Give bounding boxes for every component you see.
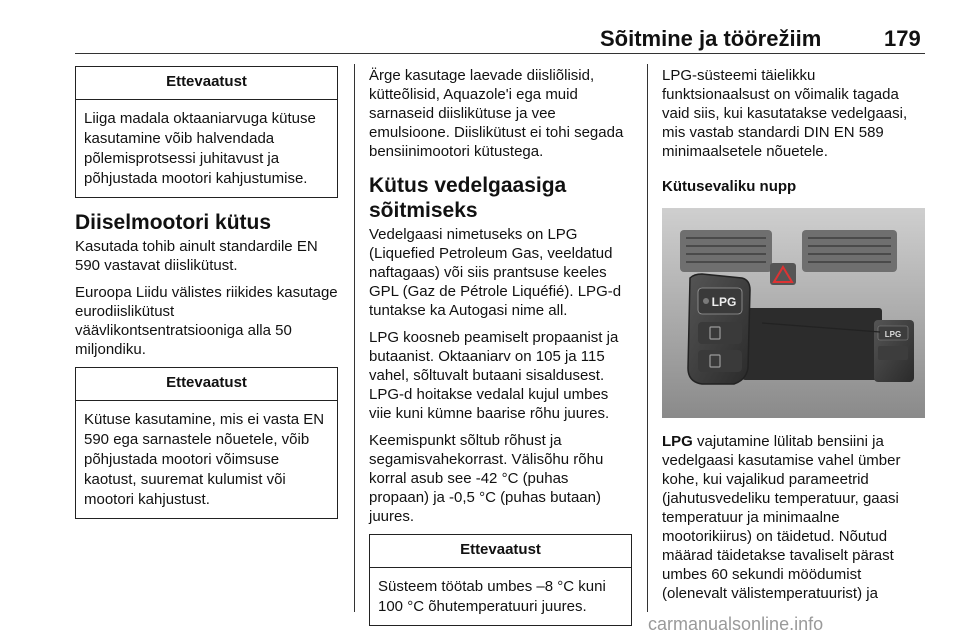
lpg-bold-term: LPG — [662, 433, 693, 450]
paragraph-text: vajutamine lülitab bensiini ja vedelgaasi kasutamise vahel ümber kohe, kui vajalikud parameetrid (jahutusvedeliku temperatuur, gaasi temperatuur ja minimaalne mootorikiirus) on täidetud. Nõutud määrad täidetakse tavaliselt pärast umbes 60 sekundi möödumist (olenevalt välistemperatuurist) ja — [662, 433, 901, 602]
paragraph: LPG koosneb peamiselt propaanist ja butaanist. Oktaaniarv on 105 ja 115 vahel, sõltuvalt butaani sisaldusest. LPG-d hoitakse vedalal kujul umbes viie kuni kümne baarise rõhu juures. — [369, 329, 619, 422]
header-rule — [75, 53, 925, 54]
paragraph: Keemispunkt sõltub rõhust ja segamisvahekorrast. Välisõhu rõhu korral asub see -42 °C (puhas propaan) ja -0,5 °C (puhas butaan) juures. — [369, 432, 604, 525]
section-heading-lpg: Kütus vedelgaasiga sõitmiseks — [369, 174, 567, 222]
caution-title: Ettevaatust — [76, 67, 337, 100]
column-3 — [662, 66, 925, 611]
column-divider-1 — [354, 64, 355, 612]
lpg-button-label: LPG — [711, 295, 737, 309]
paragraph: Euroopa Liidu välistes riikides kasutage eurodiislikütust väävlikontsentratsiooniga alla 50 miljondiku. — [75, 284, 338, 358]
header-title: Sõitmine ja töörežiim — [600, 26, 822, 51]
caution-title: Ettevaatust — [76, 368, 337, 401]
caution-box — [75, 367, 338, 519]
caution-title: Ettevaatust — [370, 535, 631, 568]
caution-text: Süsteem töötab umbes –8 °C kuni 100 °C õhutemperatuuri juures. — [378, 578, 606, 615]
small-button-panel — [874, 320, 914, 382]
paragraph: Ärge kasutage laevade diisliõlisid, kütteõlisid, Aquazole'i ega muid sarnaseid diislikütuse ja vee emulsioone. Diislikütust ei tohi segada bensiinimootori kütustega. — [369, 67, 624, 160]
caution-text: Kütuse kasutamine, mis ei vasta EN 590 ega sarnastele nõuetele, võib põhjustada mootori võimsuse kaotust, suuremat kulumist või mootori kahjustust. — [84, 411, 325, 508]
paragraph: Kasutada tohib ainult standardile EN 590 vastavat diislikütust. — [75, 238, 318, 274]
watermark: carmanualsonline.info — [648, 614, 824, 634]
lpg-button-figure — [662, 208, 925, 418]
hazard-icon — [770, 263, 796, 285]
small-lpg-label: LPG — [884, 330, 902, 339]
caution-text: Liiga madala oktaaniarvuga kütuse kasutamine võib halvendada põlemisprotsessi juhitavust ja põhjustada mootori kahjustumise. — [84, 110, 316, 187]
caution-box — [369, 534, 632, 626]
display-screen — [742, 308, 882, 380]
column-2 — [369, 66, 632, 638]
enlarged-lpg-button — [688, 274, 750, 384]
page-number: 179 — [884, 26, 921, 51]
column-1 — [75, 66, 338, 531]
dashboard-illustration — [662, 208, 925, 418]
column-divider-2 — [647, 64, 648, 612]
section-heading-diesel: Diiselmootori kütus — [75, 211, 272, 234]
caution-box — [75, 66, 338, 198]
paragraph-lpg-button — [662, 432, 925, 603]
subheading-fuel-selector: Kütusevaliku nupp — [662, 178, 797, 195]
paragraph: Vedelgaasi nimetuseks on LPG (Liquefied Petroleum Gas, veeldatud naftagaas) või siis prantsuse keeles GPL (Gaz de Pétrole Liquéfié). LPG-d tuntakse ka Autogasi nime all. — [369, 226, 622, 319]
paragraph: LPG-süsteemi täielikku funktsionaalsust on võimalik tagada vaid siis, kui kasutatakse vedelgaasi, mis vastab standardi DIN EN 589 minimaalsetele nõuetele. — [662, 67, 908, 160]
